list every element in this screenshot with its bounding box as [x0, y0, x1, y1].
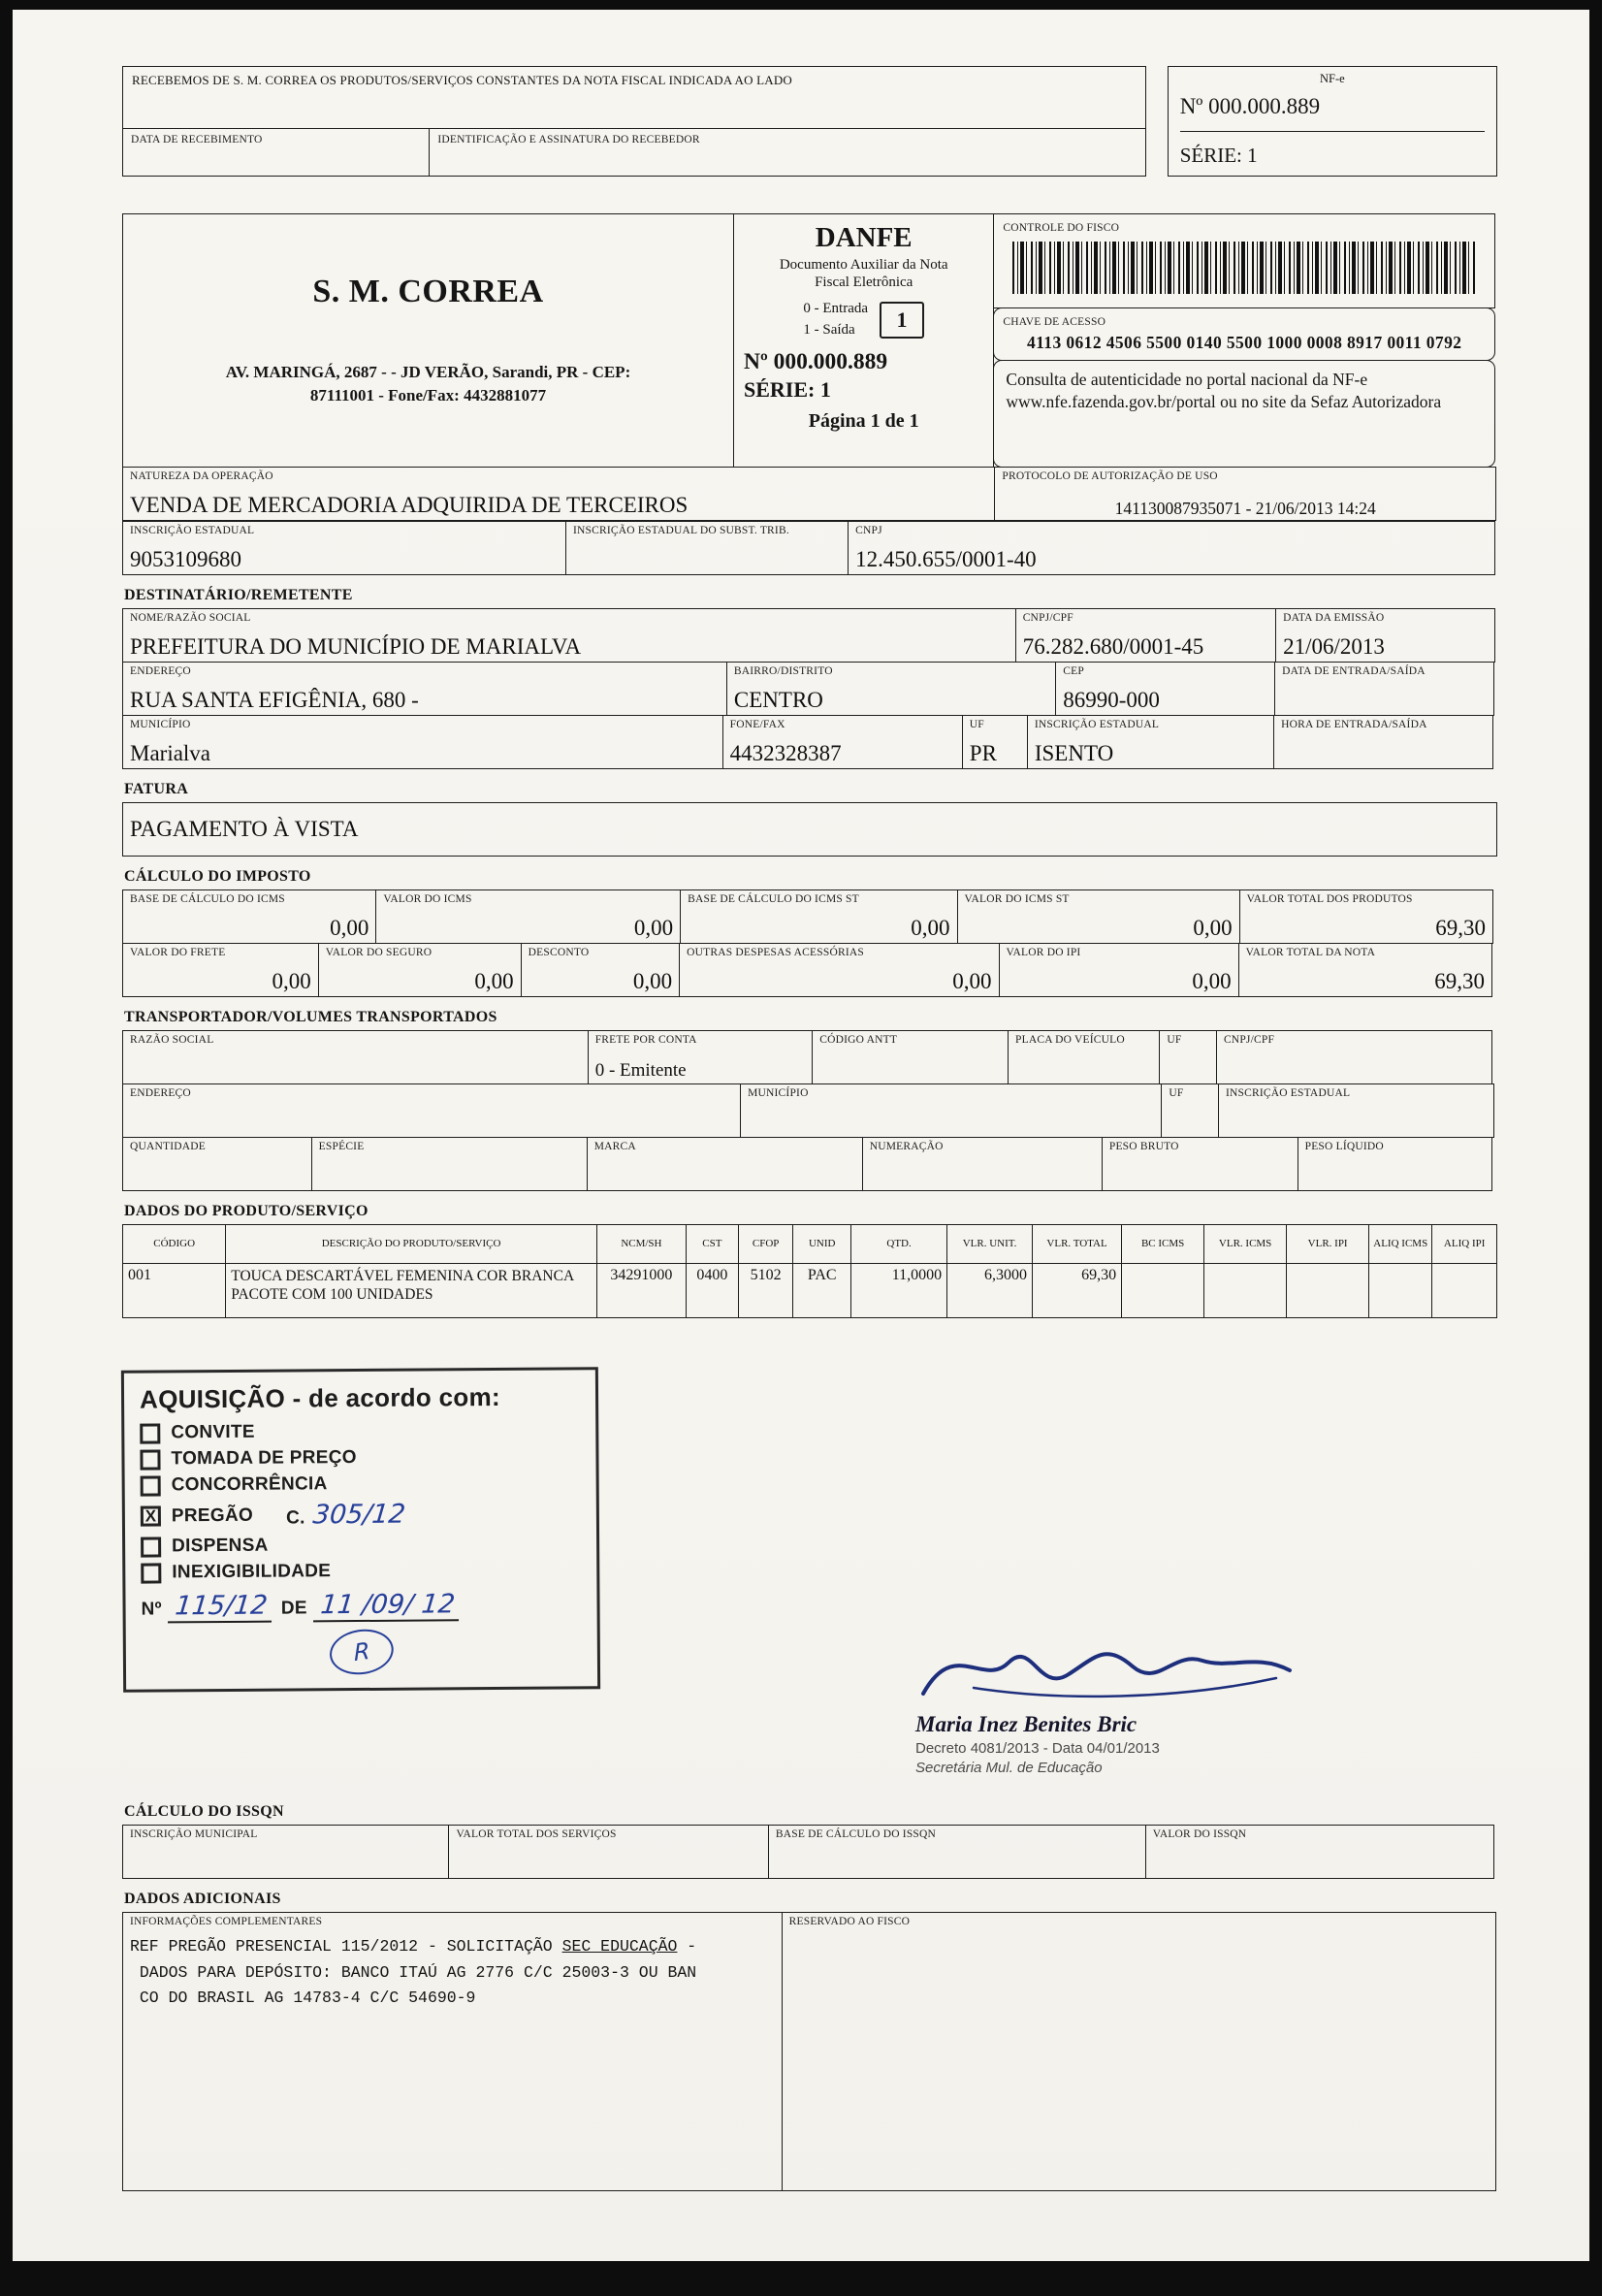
- product-unid: PAC: [793, 1264, 851, 1318]
- canhoto-nfe-box: [1168, 66, 1497, 177]
- chave-acesso-label: CHAVE DE ACESSO: [1003, 316, 1106, 328]
- product-qtd: 11,0000: [850, 1264, 946, 1318]
- municipio-value: Marialva: [130, 740, 211, 765]
- checkbox-dispensa: [141, 1536, 161, 1557]
- transportador-uf2-label: UF: [1169, 1087, 1184, 1099]
- emitente-endereco: [141, 361, 716, 407]
- destinatario-endereco-value: RUA SANTA EFIGÊNIA, 680 -: [130, 687, 419, 712]
- contrato-label: C.: [285, 1507, 305, 1529]
- fatura-value: PAGAMENTO À VISTA: [130, 816, 359, 841]
- stamp-option-convite-label: CONVITE: [171, 1421, 255, 1443]
- natureza-operacao-value: VENDA DE MERCADORIA ADQUIRIDA DE TERCEIROS: [130, 492, 689, 517]
- signature-block: [915, 1624, 1332, 1776]
- inscricao-estadual-value: 9053109680: [130, 546, 241, 571]
- placa-veiculo-field: [1008, 1030, 1160, 1084]
- product-vlr-total: 69,30: [1033, 1264, 1122, 1318]
- outras-despesas-label: OUTRAS DESPESAS ACESSÓRIAS: [687, 947, 864, 958]
- quantidade-field: [122, 1137, 312, 1191]
- valor-frete-field: [122, 943, 319, 997]
- col-qtd: QTD.: [850, 1225, 946, 1264]
- assinatura-recebedor-cell: [430, 129, 1145, 176]
- danfe-pagina: Página 1 de 1: [808, 409, 919, 432]
- transportador-row3: [122, 1137, 1497, 1191]
- destinatario-cnpj-field: [1015, 608, 1276, 663]
- valor-total-servicos-label: VALOR TOTAL DOS SERVIÇOS: [456, 1828, 617, 1840]
- peso-liquido-field: [1298, 1137, 1492, 1191]
- valor-total-produtos-field: [1239, 889, 1493, 944]
- destinatario-row2: [122, 662, 1497, 716]
- fone-fax-field: [722, 715, 963, 769]
- hora-entrada-saida-label: HORA DE ENTRADA/SAÍDA: [1281, 719, 1427, 730]
- emitente-box: [122, 213, 734, 468]
- destinatario-row1: [122, 608, 1497, 663]
- valor-icms-st-value: 0,00: [1193, 915, 1233, 940]
- razao-social-label: RAZÃO SOCIAL: [130, 1034, 214, 1046]
- informacoes-complementares-label: INFORMAÇÕES COMPLEMENTARES: [130, 1916, 323, 1927]
- rubrica-circle: [327, 1625, 397, 1678]
- data-emissao-field: [1275, 608, 1495, 663]
- contrato-handwritten-value: 305/12: [311, 1499, 407, 1531]
- product-aliq-ipi: [1432, 1264, 1497, 1318]
- protocolo-autorizacao-value: 141130087935071 - 21/06/2013 14:24: [1114, 498, 1376, 518]
- fatura-field: [122, 802, 1497, 857]
- issqn-row: [122, 1825, 1497, 1879]
- natureza-operacao-field: [122, 467, 995, 521]
- chave-acesso-value: 4113 0612 4506 5500 0140 5500 1000 0008 8917 0011 0792: [1026, 333, 1462, 352]
- canhoto-nfe-number: Nº 000.000.889: [1180, 86, 1485, 132]
- imposto-row1: [122, 889, 1497, 944]
- peso-bruto-label: PESO BRUTO: [1108, 1141, 1179, 1152]
- product-vlr-ipi: [1287, 1264, 1369, 1318]
- product-bc-icms: [1122, 1264, 1204, 1318]
- col-vlr-ipi: VLR. IPI: [1287, 1225, 1369, 1264]
- checkbox-pregao: X: [141, 1505, 161, 1526]
- emitente-endereco-linha1: AV. MARINGÁ, 2687 - - JD VERÃO, Sarandi, PR - CEP:: [225, 362, 631, 381]
- uf-field: [962, 715, 1028, 769]
- col-aliq-ipi: ALIQ IPI: [1432, 1225, 1497, 1264]
- col-bc-icms: BC ICMS: [1122, 1225, 1204, 1264]
- destinatario-row3: [122, 715, 1497, 769]
- destinatario-endereco-label: ENDEREÇO: [130, 665, 191, 677]
- data-entrada-saida-field: [1274, 662, 1494, 716]
- informacoes-complementares-text: [130, 1934, 775, 2011]
- aquisicao-stamp: [121, 1367, 600, 1692]
- transportador-row2: [122, 1083, 1497, 1138]
- col-vlr-unit: VLR. UNIT.: [947, 1225, 1033, 1264]
- reservado-fisco-label: RESERVADO AO FISCO: [788, 1916, 911, 1927]
- product-vlr-icms: [1204, 1264, 1287, 1318]
- bc-issqn-label: BASE DE CÁLCULO DO ISSQN: [775, 1828, 937, 1840]
- controle-fisco-box: [993, 213, 1495, 308]
- stamp-option-dispensa: [141, 1533, 581, 1557]
- inscricao-estadual-field: [122, 521, 566, 575]
- canhoto-nfe-serie: SÉRIE: 1: [1179, 144, 1258, 167]
- quantidade-label: QUANTIDADE: [130, 1141, 207, 1152]
- valor-issqn-label: VALOR DO ISSQN: [1152, 1828, 1247, 1840]
- peso-bruto-field: [1102, 1137, 1298, 1191]
- produtos-section-title: DADOS DO PRODUTO/SERVIÇO: [124, 1203, 368, 1219]
- natureza-operacao-label: NATUREZA DA OPERAÇÃO: [130, 470, 273, 482]
- codigo-antt-label: CÓDIGO ANTT: [819, 1034, 898, 1046]
- bairro-label: BAIRRO/DISTRITO: [733, 665, 833, 677]
- municipio-field: [122, 715, 723, 769]
- transportador-uf1-field: [1159, 1030, 1217, 1084]
- transportador-municipio-field: [740, 1083, 1162, 1138]
- transportador-section-title: TRANSPORTADOR/VOLUMES TRANSPORTADOS: [124, 1009, 497, 1025]
- stamp-option-inexigibilidade: [141, 1559, 581, 1583]
- product-codigo: 001: [123, 1264, 226, 1318]
- danfe-subtitle-linha1: Documento Auxiliar da Nota: [779, 257, 948, 273]
- emitente-endereco-linha2: 87111001 - Fone/Fax: 4432881077: [309, 385, 547, 404]
- valor-seguro-value: 0,00: [474, 968, 514, 993]
- data-recebimento-label: DATA DE RECEBIMENTO: [131, 134, 263, 146]
- valor-frete-label: VALOR DO FRETE: [130, 947, 226, 958]
- danfe-serie: SÉRIE: 1: [744, 376, 831, 402]
- transportador-uf1-label: UF: [1167, 1034, 1182, 1046]
- outras-despesas-value: 0,00: [952, 968, 992, 993]
- destinatario-nome-value: PREFEITURA DO MUNICÍPIO DE MARIALVA: [130, 633, 582, 659]
- natureza-protocolo-row: [122, 467, 1497, 521]
- valor-icms-value: 0,00: [633, 915, 674, 940]
- destinatario-section-title: DESTINATÁRIO/REMETENTE: [124, 587, 353, 603]
- imposto-row2: [122, 943, 1497, 997]
- danfe-subtitle-linha2: Fiscal Eletrônica: [815, 275, 913, 290]
- razao-social-field: [122, 1030, 589, 1084]
- desconto-field: [521, 943, 680, 997]
- danfe-numero: Nº 000.000.889: [744, 348, 888, 374]
- transportador-endereco-label: ENDEREÇO: [130, 1087, 191, 1099]
- frete-por-conta-field: [588, 1030, 814, 1084]
- bairro-value: CENTRO: [733, 687, 823, 712]
- marca-label: MARCA: [593, 1141, 636, 1152]
- data-entrada-saida-label: DATA DE ENTRADA/SAÍDA: [1282, 665, 1426, 677]
- outras-despesas-field: [679, 943, 999, 997]
- canhoto-recibo-box: [122, 66, 1146, 177]
- canhoto: [122, 66, 1497, 177]
- fone-fax-value: 4432328387: [729, 740, 842, 765]
- inscricao-cnpj-row: [122, 521, 1497, 575]
- signature-decreto: Decreto 4081/2013 - Data 04/01/2013: [915, 1740, 1160, 1757]
- valor-total-nota-label: VALOR TOTAL DA NOTA: [1245, 947, 1376, 958]
- transportador-ie-label: INSCRIÇÃO ESTADUAL: [1225, 1087, 1351, 1099]
- info-linha3: CO DO BRASIL AG 14783-4 C/C 54690-9: [130, 1989, 476, 2007]
- transportador-ie-field: [1218, 1083, 1494, 1138]
- data-recebimento-cell: [123, 129, 430, 176]
- adicionais-row: [122, 1912, 1497, 2191]
- especie-label: ESPÉCIE: [318, 1141, 365, 1152]
- destinatario-nome-label: NOME/RAZÃO SOCIAL: [130, 612, 251, 624]
- data-emissao-label: DATA DA EMISSÃO: [1283, 612, 1385, 624]
- product-cfop: 5102: [738, 1264, 793, 1318]
- recibo-text: RECEBEMOS DE S. M. CORREA OS PRODUTOS/SERVIÇOS CONSTANTES DA NOTA FISCAL INDICADA AO LADO: [123, 67, 1145, 129]
- product-ncm: 34291000: [596, 1264, 686, 1318]
- danfe-box: [733, 213, 994, 468]
- rubrica-initial: R: [353, 1636, 370, 1667]
- valor-ipi-label: VALOR DO IPI: [1006, 947, 1081, 958]
- stamp-de-label: DE: [280, 1598, 307, 1619]
- stamp-numero-handwritten: 115/12: [168, 1591, 274, 1624]
- transportador-municipio-label: MUNICÍPIO: [748, 1087, 809, 1099]
- cnpj-emitente-label: CNPJ: [855, 525, 882, 536]
- destinatario-endereco-field: [122, 662, 727, 716]
- info-linha1b-sublinhado: SEC EDUCAÇÃO: [561, 1937, 678, 1956]
- valor-seguro-label: VALOR DO SEGURO: [325, 947, 433, 958]
- product-descricao-linha2: PACOTE COM 100 UNIDADES: [231, 1286, 433, 1304]
- danfe-title: DANFE: [815, 222, 913, 253]
- entrada-saida-lines: [803, 299, 868, 341]
- numeracao-field: [862, 1137, 1103, 1191]
- transportador-row1: [122, 1030, 1497, 1084]
- inscricao-subst-field: [565, 521, 849, 575]
- valor-ipi-value: 0,00: [1192, 968, 1232, 993]
- destinatario-ie-label: INSCRIÇÃO ESTADUAL: [1034, 719, 1160, 730]
- controle-fisco-column: [993, 213, 1495, 468]
- reservado-fisco-field: [782, 1912, 1496, 2191]
- especie-field: [311, 1137, 588, 1191]
- valor-ipi-field: [999, 943, 1239, 997]
- issqn-section-title: CÁLCULO DO ISSQN: [124, 1803, 284, 1820]
- col-cfop: CFOP: [738, 1225, 793, 1264]
- cnpj-emitente-field: [848, 521, 1495, 575]
- desconto-value: 0,00: [632, 968, 673, 993]
- valor-icms-st-field: [957, 889, 1240, 944]
- transportador-endereco-field: [122, 1083, 741, 1138]
- stamp-option-tomada-label: TOMADA DE PREÇO: [171, 1447, 357, 1470]
- stamp-option-concorrencia-label: CONCORRÊNCIA: [171, 1473, 328, 1496]
- codigo-antt-field: [812, 1030, 1009, 1084]
- cnpj-emitente-value: 12.450.655/0001-40: [855, 546, 1037, 571]
- adicionais-section-title: DADOS ADICIONAIS: [124, 1891, 281, 1907]
- frete-por-conta-value: 0 - Emitente: [594, 1060, 687, 1082]
- signature-cargo: Secretária Mul. de Educação: [915, 1760, 1103, 1776]
- municipio-label: MUNICÍPIO: [130, 719, 191, 730]
- col-codigo: CÓDIGO: [123, 1225, 226, 1264]
- cep-value: 86990-000: [1063, 687, 1160, 712]
- placa-veiculo-label: PLACA DO VEÍCULO: [1015, 1034, 1125, 1046]
- stamp-data-handwritten: 11 /09/ 12: [313, 1589, 463, 1622]
- nfe-tag: NF-e: [1319, 72, 1345, 85]
- valor-icms-field: [375, 889, 681, 944]
- stamp-option-concorrencia: [141, 1471, 581, 1496]
- desconto-label: DESCONTO: [528, 947, 590, 958]
- product-row: [123, 1264, 1497, 1318]
- product-descricao: [226, 1264, 597, 1318]
- bc-issqn-field: [768, 1825, 1146, 1879]
- valor-total-servicos-field: [448, 1825, 768, 1879]
- info-linha2: DADOS PARA DEPÓSITO: BANCO ITAÚ AG 2776 C/C 25003-3 OU BAN: [130, 1962, 697, 1982]
- destinatario-ie-field: [1027, 715, 1274, 769]
- stamp-option-inexigibilidade-label: INEXIGIBILIDADE: [172, 1561, 332, 1583]
- contrato-group: [286, 1500, 405, 1531]
- col-ncm: NCM/SH: [596, 1225, 686, 1264]
- fone-fax-label: FONE/FAX: [729, 719, 785, 730]
- product-aliq-icms: [1369, 1264, 1432, 1318]
- stamp-option-pregao: [141, 1498, 581, 1531]
- stamp-option-dispensa-label: DISPENSA: [172, 1535, 269, 1557]
- tipo-nf-box: 1: [880, 302, 924, 339]
- stamp-signature-area: [122, 1369, 1497, 1776]
- info-linha1a: REF PREGÃO PRESENCIAL 115/2012 - SOLICITAÇÃO: [130, 1937, 562, 1956]
- entrada-line: 0 - Entrada: [803, 301, 869, 316]
- frete-por-conta-label: FRETE POR CONTA: [594, 1034, 697, 1046]
- fatura-section-title: FATURA: [124, 781, 189, 797]
- bc-icms-field: [122, 889, 376, 944]
- saida-line: 1 - Saída: [803, 321, 855, 338]
- col-vlr-total: VLR. TOTAL: [1033, 1225, 1122, 1264]
- bc-icms-st-label: BASE DE CÁLCULO DO ICMS ST: [688, 893, 859, 905]
- cep-label: CEP: [1063, 665, 1084, 677]
- transportador-uf2-field: [1161, 1083, 1219, 1138]
- entrada-saida-row: [744, 299, 983, 341]
- signature-stroke: [915, 1624, 1303, 1721]
- valor-total-produtos-label: VALOR TOTAL DOS PRODUTOS: [1246, 893, 1413, 905]
- checkbox-concorrencia: [141, 1475, 161, 1496]
- inscricao-subst-label: INSCRIÇÃO ESTADUAL DO SUBST. TRIB.: [573, 525, 789, 536]
- protocolo-autorizacao-field: [994, 467, 1496, 521]
- peso-liquido-label: PESO LÍQUIDO: [1304, 1141, 1384, 1152]
- stamp-title: AQUISIÇÃO - de acordo com:: [139, 1381, 500, 1414]
- valor-issqn-field: [1145, 1825, 1494, 1879]
- bc-icms-label: BASE DE CÁLCULO DO ICMS: [130, 893, 285, 905]
- valor-total-produtos-value: 69,30: [1435, 915, 1486, 940]
- controle-fisco-label: CONTROLE DO FISCO: [1003, 222, 1120, 234]
- destinatario-nome-field: [122, 608, 1016, 663]
- informacoes-complementares-field: [122, 1912, 783, 2191]
- col-cst: CST: [686, 1225, 738, 1264]
- info-linha1c: -: [677, 1937, 697, 1956]
- numeracao-label: NUMERAÇÃO: [869, 1141, 944, 1152]
- stamp-option-tomada: [140, 1445, 580, 1470]
- inscricao-municipal-label: INSCRIÇÃO MUNICIPAL: [130, 1828, 258, 1840]
- valor-icms-st-label: VALOR DO ICMS ST: [964, 893, 1070, 905]
- checkbox-convite: [140, 1423, 160, 1443]
- header: [122, 213, 1497, 468]
- product-table: [122, 1224, 1497, 1318]
- stamp-option-convite: [140, 1419, 580, 1443]
- product-vlr-unit: 6,3000: [947, 1264, 1033, 1318]
- stamp-numero-line: [141, 1588, 581, 1623]
- destinatario-ie-value: ISENTO: [1034, 740, 1114, 765]
- transportador-cnpj-field: [1216, 1030, 1492, 1084]
- valor-total-nota-field: [1238, 943, 1492, 997]
- imposto-section-title: CÁLCULO DO IMPOSTO: [124, 868, 311, 885]
- uf-value: PR: [969, 740, 997, 765]
- checkbox-tomada: [140, 1449, 160, 1470]
- destinatario-cnpj-label: CNPJ/CPF: [1022, 612, 1073, 624]
- info-linha1: [130, 1934, 775, 1959]
- bc-icms-value: 0,00: [330, 915, 369, 940]
- cep-field: [1055, 662, 1275, 716]
- col-aliq-icms: ALIQ ICMS: [1369, 1225, 1432, 1264]
- checkbox-inexigibilidade: [141, 1563, 161, 1583]
- product-table-header: [123, 1225, 1497, 1264]
- protocolo-autorizacao-label: PROTOCOLO DE AUTORIZAÇÃO DE USO: [1002, 470, 1218, 482]
- uf-label: UF: [969, 719, 984, 730]
- col-descricao: DESCRIÇÃO DO PRODUTO/SERVIÇO: [226, 1225, 597, 1264]
- barcode: [1012, 242, 1476, 294]
- hora-entrada-saida-field: [1273, 715, 1493, 769]
- valor-icms-label: VALOR DO ICMS: [383, 893, 472, 905]
- inscricao-estadual-label: INSCRIÇÃO ESTADUAL: [130, 525, 255, 536]
- col-vlr-icms: VLR. ICMS: [1204, 1225, 1287, 1264]
- data-emissao-value: 21/06/2013: [1283, 633, 1385, 659]
- marca-field: [587, 1137, 863, 1191]
- bc-icms-st-field: [680, 889, 957, 944]
- product-cst: 0400: [686, 1264, 738, 1318]
- valor-seguro-field: [318, 943, 522, 997]
- valor-frete-value: 0,00: [272, 968, 311, 993]
- danfe-page: [13, 10, 1589, 2261]
- bairro-field: [726, 662, 1056, 716]
- valor-total-nota-value: 69,30: [1434, 968, 1485, 993]
- chave-acesso-box: [993, 307, 1495, 361]
- stamp-numero-label: Nº: [141, 1599, 162, 1620]
- fatura-row: [122, 802, 1497, 857]
- consulta-autenticidade-box: Consulta de autenticidade no portal nacional da NF-e www.nfe.fazenda.gov.br/portal ou no site da Sefaz Autorizadora: [993, 360, 1495, 468]
- signature-name: Maria Inez Benites Bric: [915, 1712, 1137, 1736]
- transportador-cnpj-label: CNPJ/CPF: [1223, 1034, 1275, 1046]
- canhoto-cells: [123, 129, 1145, 176]
- product-descricao-linha1: TOUCA DESCARTÁVEL FEMENINA COR BRANCA: [231, 1268, 575, 1284]
- inscricao-municipal-field: [122, 1825, 449, 1879]
- col-unid: UNID: [793, 1225, 851, 1264]
- assinatura-recebedor-label: IDENTIFICAÇÃO E ASSINATURA DO RECEBEDOR: [437, 134, 700, 146]
- stamp-option-pregao-label: PREGÃO: [171, 1504, 254, 1526]
- emitente-nome: S. M. CORREA: [312, 274, 544, 310]
- destinatario-cnpj-value: 76.282.680/0001-45: [1022, 633, 1204, 659]
- bc-icms-st-value: 0,00: [911, 915, 950, 940]
- danfe-subtitle: [744, 256, 983, 291]
